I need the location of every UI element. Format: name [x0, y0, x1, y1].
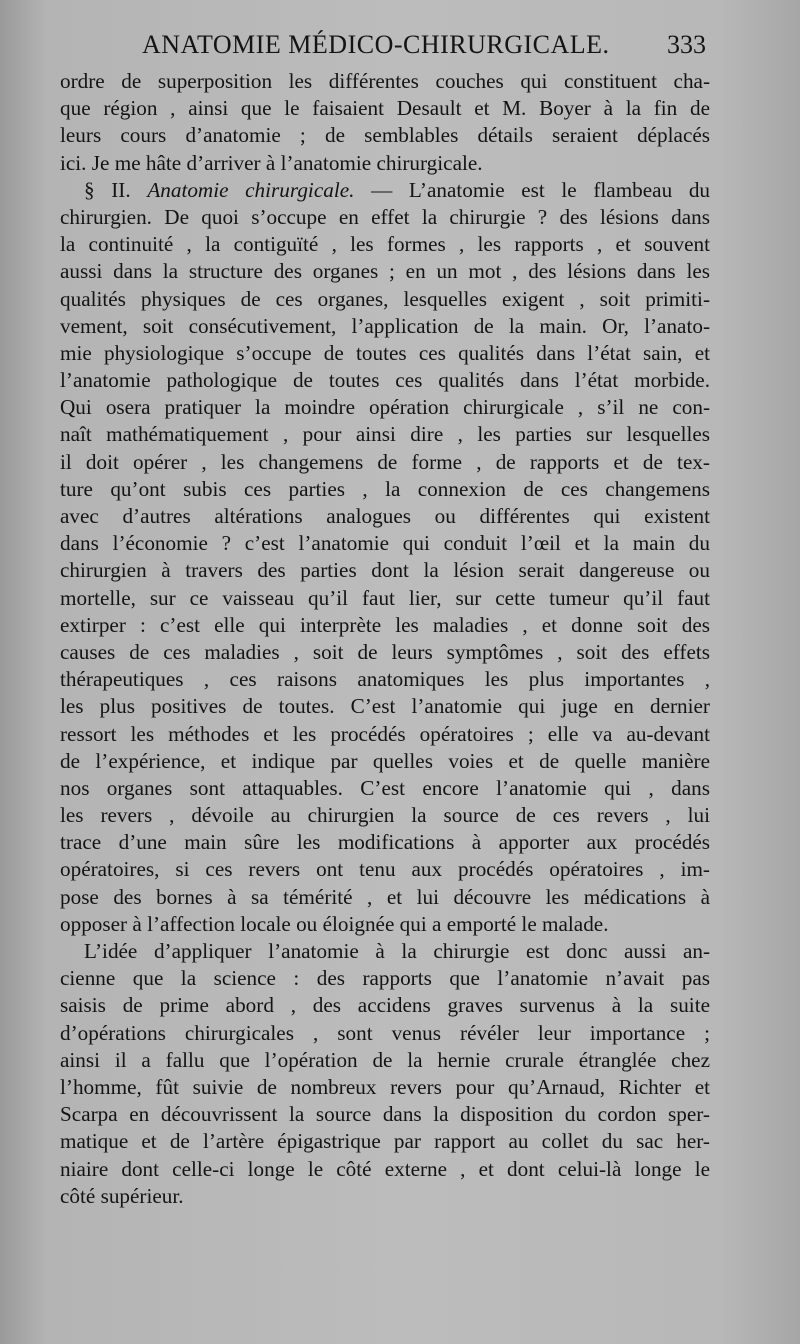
text-line: mortelle, sur ce vaisseau qu’il faut lier, sur cette tumeur qu’il faut — [60, 585, 710, 610]
text-line: ressort les méthodes et les procédés opératoires ; elle va au-devant — [60, 721, 710, 746]
text-line: vement, soit consécutivement, l’application de la main. Or, l’anato- — [60, 313, 710, 338]
text-line: thérapeutiques , ces raisons anatomiques les plus importantes , — [60, 667, 710, 692]
section-number: § II. — [84, 177, 131, 202]
text-line: les revers , dévoile au chirurgien la source de ces revers , lui — [60, 803, 710, 828]
body-text — [60, 68, 710, 1210]
text-line: pose des bornes à sa témérité , et lui découvre les médications à — [60, 884, 710, 909]
text-line: saisis de prime abord , des accidens graves survenus à la suite — [60, 993, 710, 1018]
text-line: avec d’autres altérations analogues ou différentes qui existent — [60, 504, 710, 528]
text-line: mie physiologique s’occupe de toutes ces qualités dans l’état sain, et — [60, 340, 710, 365]
text-line: Qui osera pratiquer la moindre opération chirurgicale , s’il ne con- — [60, 395, 710, 420]
text-line: trace d’une main sûre les modifications à apporter aux procédés — [60, 830, 710, 855]
text-line: ici. Je me hâte d’arriver à l’anatomie chirurgicale. — [60, 150, 483, 175]
text-line: côté supérieur. — [60, 1183, 184, 1208]
text-line: chirurgien. De quoi s’occupe en effet la chirurgie ? des lésions dans — [60, 204, 710, 229]
text-line: naît mathématiquement , pour ainsi dire , les parties sur lesquelles — [60, 422, 710, 447]
text-line: L’idée d’appliquer l’anatomie à la chirurgie est donc aussi an- — [84, 939, 710, 963]
text-line: l’homme, fût suivie de nombreux revers pour qu’Arnaud, Richter et — [60, 1074, 710, 1099]
text-line: Scarpa en découvrissent la source dans la disposition du cordon sper- — [60, 1102, 710, 1127]
text-line: cienne que la science : des rapports que l’anatomie n’avait pas — [60, 966, 710, 991]
text-line: aussi dans la structure des organes ; en un mot , des lésions dans les — [60, 259, 710, 284]
text-line: d’opérations chirurgicales , sont venus révéler leur importance ; — [60, 1020, 710, 1045]
text-line: la continuité , la contiguïté , les formes , les rapports , et souvent — [60, 232, 710, 257]
text-line: opposer à l’affection locale ou éloignée qui a emporté le malade. — [60, 911, 609, 936]
text-line: que région , ainsi que le faisaient Desault et M. Boyer à la fin de — [60, 96, 710, 121]
text-line: les plus positives de toutes. C’est l’anatomie qui juge en dernier — [60, 694, 710, 719]
running-title: ANATOMIE MÉDICO-CHIRURGICALE. — [142, 30, 610, 59]
text-line: nos organes sont attaquables. C’est encore l’anatomie qui , dans — [60, 775, 710, 800]
text-line: dans l’économie ? c’est l’anatomie qui conduit l’œil et la main du — [60, 531, 710, 556]
text-line: extirper : c’est elle qui interprète les maladies , et donne soit des — [60, 612, 710, 637]
text-line: opératoires, si ces revers ont tenu aux procédés opératoires , im- — [60, 857, 710, 882]
page-number: 333 — [667, 30, 706, 59]
text-line: ordre de superposition les différentes couches qui constituent cha- — [60, 69, 710, 93]
text-line: leurs cours d’anatomie ; de semblables détails seraient déplacés — [60, 123, 710, 148]
text-line: qualités physiques de ces organes, lesquelles exigent , soit primiti- — [60, 286, 710, 311]
section-heading-line — [60, 177, 710, 204]
text-line: matique et de l’artère épigastrique par rapport au collet du sac her- — [60, 1129, 710, 1154]
text-line: il doit opérer , les changemens de forme , de rapports et de tex- — [60, 449, 710, 474]
text-line: chirurgien à travers des parties dont la lésion serait dangereuse ou — [60, 558, 710, 583]
text-line: causes de ces maladies , soit de leurs symptômes , soit des effets — [60, 639, 710, 664]
text-line: ture qu’ont subis ces parties , la connexion de ces changemens — [60, 476, 710, 501]
text-line: niaire dont celle-ci longe le côté externe , et dont celui-là longe le — [60, 1156, 710, 1181]
section-title: Anatomie chirurgicale. — [147, 177, 355, 202]
text-line-fragment: — L’anatomie est le flambeau du — [371, 177, 711, 202]
text-line: de l’expérience, et indique par quelles voies et de quelle manière — [60, 748, 710, 773]
page-header — [60, 28, 710, 68]
text-line: l’anatomie pathologique de toutes ces qualités dans l’état morbide. — [60, 368, 710, 393]
text-line: ainsi il a fallu que l’opération de la hernie crurale étranglée chez — [60, 1047, 710, 1072]
